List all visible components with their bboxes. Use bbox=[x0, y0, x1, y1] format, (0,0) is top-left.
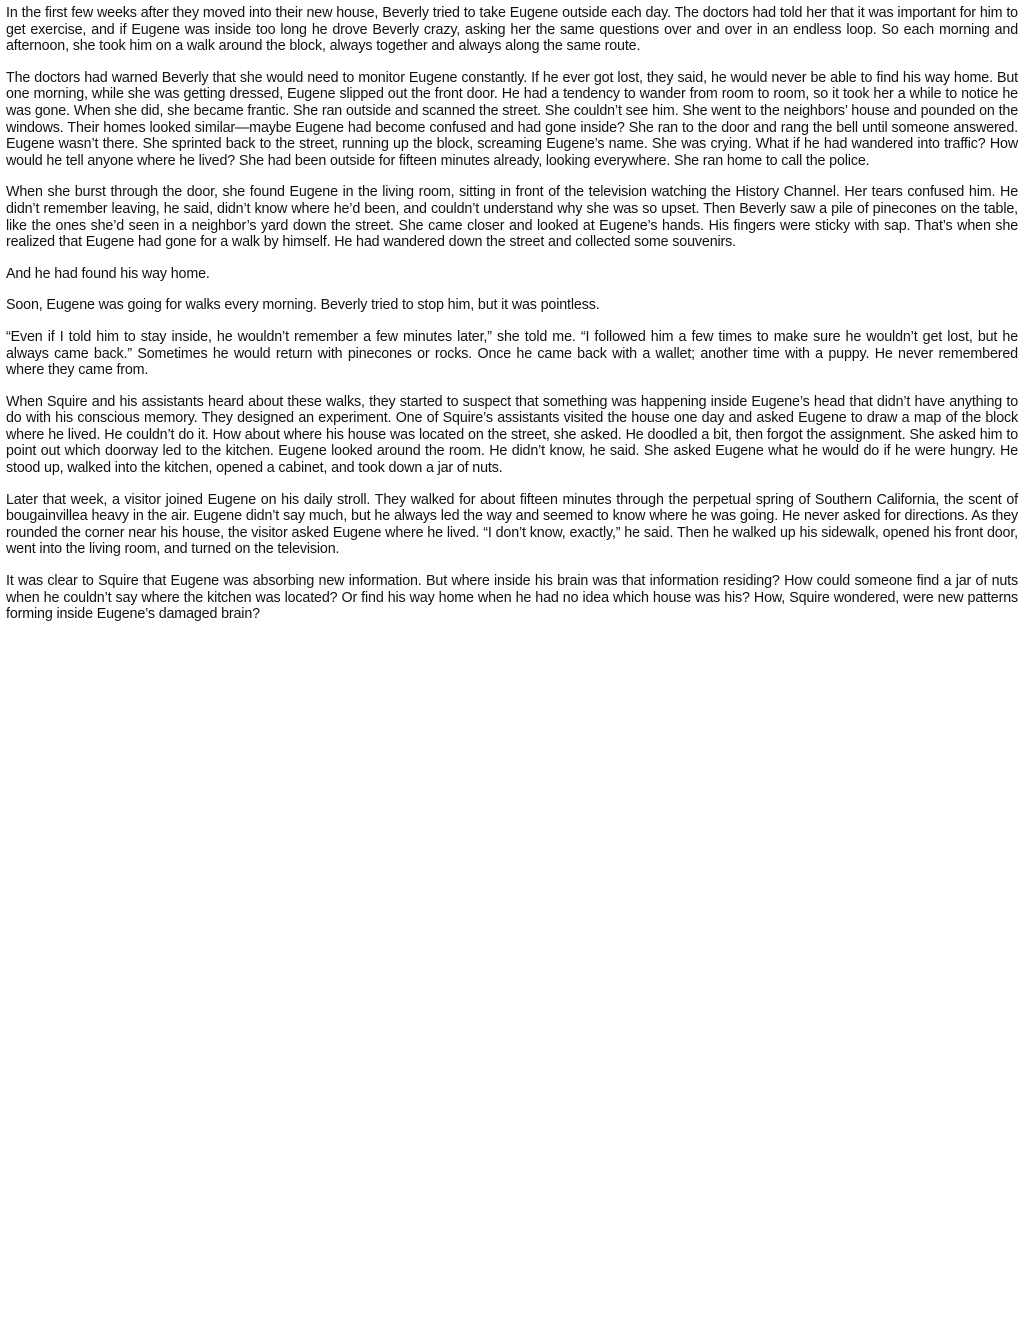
paragraph-8: Later that week, a visitor joined Eugene on his daily stroll. They walked for about fifteen minutes through the perpetual spring of Southern California, the scent of bougainvillea heavy in the air. Eugene didn’t say much, but he always led the way and seemed to know where he was going. He never asked for directions. As they rounded the corner near his house, the visitor asked Eugene where he lived. “I don’t know, exactly,” he said. Then he walked up his sidewalk, opened his front door, went into the living room, and turned on the television. bbox=[6, 491, 1018, 558]
paragraph-6: “Even if I told him to stay inside, he wouldn’t remember a few minutes later,” she told me. “I followed him a few times to make sure he wouldn’t get lost, but he always came back.” Sometimes he would return with pinecones or rocks. Once he came back with a wallet; another time with a puppy. He never remembered where they came from. bbox=[6, 328, 1018, 379]
paragraph-5: Soon, Eugene was going for walks every morning. Beverly tried to stop him, but it was pointless. bbox=[6, 297, 600, 314]
document-page bbox=[6, 5, 1018, 638]
paragraph-7: When Squire and his assistants heard about these walks, they started to suspect that something was happening inside Eugene’s head that didn’t have anything to do with his conscious memory. They designed an experiment. One of Squire’s assistants visited the house one day and asked Eugene to draw a map of the block where he lived. He couldn’t do it. How about where his house was located on the street, she asked. He doodled a bit, then forgot the assignment. She asked him to point out which doorway led to the kitchen. Eugene looked around the room. He didn’t know, he said. She asked Eugene what he would do if he were hungry. He stood up, walked into the kitchen, opened a cabinet, and took down a jar of nuts. bbox=[6, 393, 1018, 477]
paragraph-3: When she burst through the door, she found Eugene in the living room, sitting in front of the television watching the History Channel. Her tears confused him. He didn’t remember leaving, he said, didn’t know where he’d been, and couldn’t understand why she was so upset. Then Beverly saw a pile of pinecones on the table, like the ones she’d seen in a neighbor’s yard down the street. She came closer and looked at Eugene’s hands. His fingers were sticky with sap. That’s when she realized that Eugene had gone for a walk by himself. He had wandered down the street and collected some souvenirs. bbox=[6, 184, 1018, 251]
paragraph-9: It was clear to Squire that Eugene was absorbing new information. But where inside his brain was that information residing? How could someone find a jar of nuts when he couldn’t say where the kitchen was located? Or find his way home when he had no idea which house was his? How, Squire wondered, were new patterns forming inside Eugene’s damaged brain? bbox=[6, 573, 1018, 623]
paragraph-4: And he had found his way home. bbox=[6, 265, 210, 282]
paragraph-2: The doctors had warned Beverly that she would need to monitor Eugene constantly. If he ever got lost, they said, he would never be able to find his way home. But one morning, while she was getting dressed, Eugene slipped out the front door. He had a tendency to wander from room to room, so it took her a while to notice he was gone. When she did, she became frantic. She ran outside and scanned the street. She couldn’t see him. She went to the neighbors’ house and pounded on the windows. Their homes looked similar—maybe Eugene had become confused and had gone inside? She ran to the door and rang the bell until someone answered. Eugene wasn’t there. She sprinted back to the street, running up the block, screaming Eugene’s name. She was crying. What if he had wandered into traffic? How would he tell anyone where he lived? She had been outside for fifteen minutes already, looking everywhere. She ran home to call the police. bbox=[6, 69, 1018, 169]
paragraph-1: In the first few weeks after they moved into their new house, Beverly tried to take Eugene outside each day. The doctors had told her that it was important for him to get exercise, and if Eugene was inside too long he drove Beverly crazy, asking her the same questions over and over in an endless loop. So each morning and afternoon, she took him on a walk around the block, always together and always along the same route. bbox=[6, 5, 1018, 55]
